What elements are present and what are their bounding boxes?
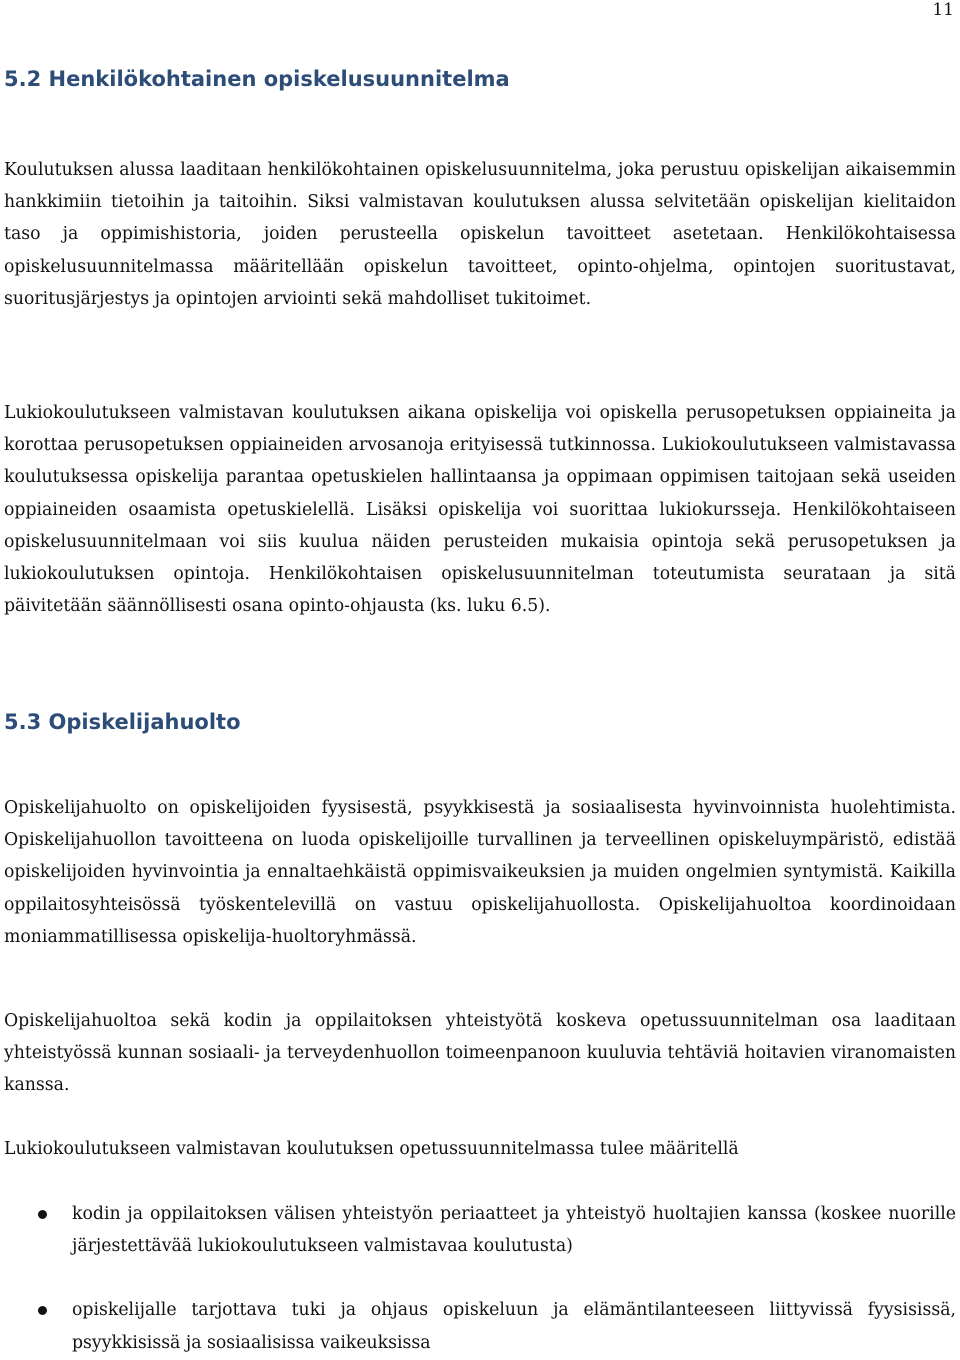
list-item-text: kodin ja oppilaitoksen välisen yhteistyön periaatteet ja yhteistyö huoltajien kanssa (koskee nuorille järjestettävää lukiokoulutukseen valmistavaa koulutusta) <box>72 1204 956 1257</box>
bullet-icon <box>38 1306 47 1315</box>
section-heading-5-3: 5.3 Opiskelijahuolto <box>4 710 241 734</box>
paragraph-hops-content: Lukiokoulutukseen valmistavan koulutuksen aikana opiskelija voi opiskella perusopetuksen oppiaineita ja korottaa perusopetuksen oppiaineiden arvosanoja erityisessä tutkinnossa. Lukiokoulutukseen valmistavassa koulutuksessa opiskelija parantaa opetuskielen hallintaansa ja oppimaan oppimisen taitojaan sekä useiden oppiaineiden osaamista opetuskielellä. Lisäksi opiskelija voi suorittaa lukiokursseja. Henkilökohtaiseen opiskelusuunnitelmaan voi siis kuulua näiden perusteiden mukaisia opintoja sekä perusopetuksen ja lukiokoulutuksen opintoja. Henkilökohtaisen opiskelusuunnitelman toteutumista seurataan ja sitä päivitetään säännöllisesti osana opinto-ohjausta (ks. luku 6.5). <box>4 403 956 617</box>
list-item-text: opiskelijalle tarjottava tuki ja ohjaus opiskeluun ja elämäntilanteeseen liittyvissä fyysisissä, psyykkisissä ja sosiaalisissa vaikeuksissa <box>72 1300 956 1353</box>
bullet-icon <box>38 1210 47 1219</box>
paragraph-opiskelijahuolto-definition: Opiskelijahuolto on opiskelijoiden fyysisestä, psyykkisestä ja sosiaalisesta hyvinvoinnista huolehtimista. Opiskelijahuollon tavoitteena on luoda opiskelijoille turvallinen ja terveellinen opiskeluympäristö, edistää opiskelijoiden hyvinvointia ja ennaltaehkäistä oppimisvaikeuksien ja muiden ongelmien syntymistä. Kaikilla oppilaitosyhteisössä työskentelevillä on vastuu opiskelijahuollosta. Opiskelijahuoltoa koordinoidaan moniammatillisessa opiskelija-huoltoryhmässä. <box>4 798 956 947</box>
paragraph-hops-intro: Koulutuksen alussa laaditaan henkilökohtainen opiskelusuunnitelma, joka perustuu opiskelijan aikaisemmin hankkimiin tietoihin ja taitoihin. Siksi valmistavan koulutuksen alussa selvitetään opiskelijan kielitaidon taso ja oppimishistoria, joiden perusteella opiskelun tavoitteet asetetaan. Henkilökohtaisessa opiskelusuunnitelmassa määritellään opiskelun tavoitteet, opinto-ohjelma, opintojen suoritustavat, suoritusjärjestys ja opintojen arviointi sekä mahdolliset tukitoimet. <box>4 160 956 309</box>
list-item <box>0 1198 956 1262</box>
list-item <box>0 1294 956 1358</box>
paragraph-opiskelijahuolto-cooperation: Opiskelijahuoltoa sekä kodin ja oppilaitoksen yhteistyötä koskeva opetussuunnitelman osa laaditaan yhteistyössä kunnan sosiaali- ja terveydenhuollon toimeenpanoon kuuluvia tehtäviä hoitavien viranomaisten kanssa. <box>4 1011 956 1096</box>
page-number: 11 <box>932 0 954 20</box>
paragraph-curriculum-requirements: Lukiokoulutukseen valmistavan koulutuksen opetussuunnitelmassa tulee määritellä <box>4 1139 739 1159</box>
section-heading-5-2: 5.2 Henkilökohtainen opiskelusuunnitelma <box>4 67 510 91</box>
requirements-list <box>0 1198 956 1359</box>
